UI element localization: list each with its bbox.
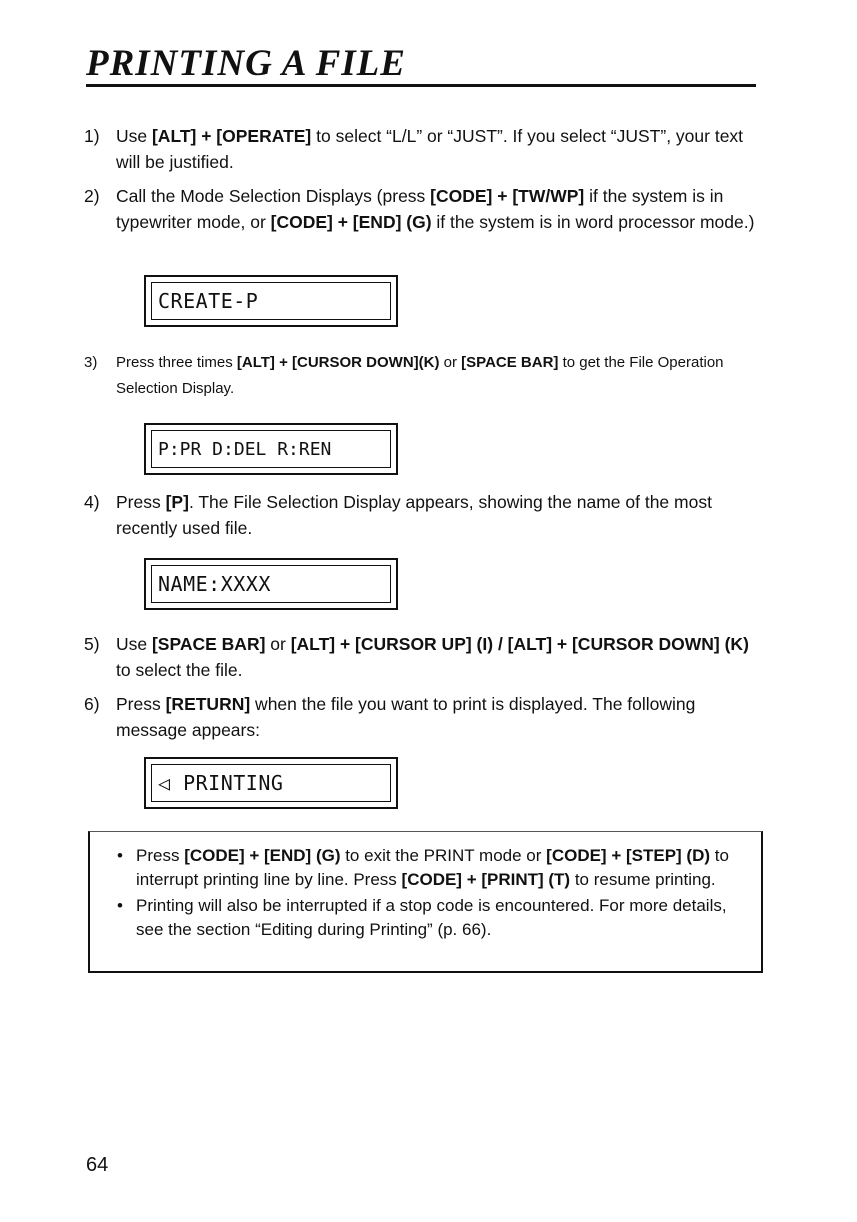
step-number: 3): [84, 354, 98, 371]
text-run: Use: [116, 126, 152, 146]
lcd-display-printing: [144, 757, 398, 809]
step-2: [84, 183, 764, 235]
key-combination: [SPACE BAR]: [461, 354, 559, 371]
key-combination: [P]: [165, 492, 189, 512]
text-run: Press: [136, 846, 185, 865]
step-number: 2): [84, 186, 100, 206]
step-text: [116, 350, 764, 402]
lcd-text: P:PR D:DEL R:REN: [151, 430, 391, 468]
key-combination: [ALT] + [CURSOR DOWN](K): [236, 354, 440, 371]
text-run: when the file you want to print is displayed. The following message appears:: [116, 694, 696, 740]
title-rule: [86, 84, 756, 87]
lcd-display-create: [144, 275, 398, 327]
step-number: 1): [84, 126, 100, 146]
key-combination: [CODE] + [TW/WP]: [430, 186, 585, 206]
text-run: to select “L/L” or “JUST”. If you select “JUST”, your text will be justified.: [116, 126, 744, 172]
note-item: [114, 894, 745, 942]
text-run: . The File Selection Display appears, showing the name of the most recently used file.: [116, 492, 712, 538]
step-number: 5): [84, 634, 100, 654]
lcd-text: ◁ PRINTING: [151, 764, 391, 802]
text-run: or: [265, 634, 291, 654]
text-run: to interrupt printing line by line. Press: [136, 846, 729, 889]
lcd-text: NAME:XXXX: [151, 565, 391, 603]
key-combination: [CODE] + [STEP] (D): [546, 846, 711, 865]
note-item: [114, 844, 745, 892]
step-3: [84, 350, 764, 402]
text-run: if the system is in typewriter mode, or: [116, 186, 724, 232]
key-combination: [SPACE BAR]: [151, 634, 266, 654]
lcd-display-file-name: [144, 558, 398, 610]
step-text: [116, 183, 764, 235]
step-text: [116, 631, 764, 683]
key-combination: [RETURN]: [165, 694, 251, 714]
page-number: 64: [86, 1154, 109, 1176]
text-run: Press: [116, 694, 166, 714]
text-run: to get the File Operation Selection Display.: [116, 354, 724, 397]
text-run: if the system is in word processor mode.): [431, 212, 755, 232]
key-combination: [CODE] + [PRINT] (T): [401, 870, 571, 889]
step-number: 6): [84, 694, 100, 714]
step-text: [116, 691, 764, 743]
step-6: [84, 691, 764, 743]
step-1: [84, 123, 764, 175]
lcd-display-file-operation: [144, 423, 398, 475]
step-number: 4): [84, 492, 100, 512]
text-run: Press: [116, 492, 166, 512]
note-box: [88, 831, 763, 973]
text-run: Printing will also be interrupted if a stop code is encountered. For more details, see the section “Editing during Printing” (p. 66).: [136, 896, 727, 939]
text-run: Use: [116, 634, 152, 654]
key-combination: [CODE] + [END] (G): [184, 846, 341, 865]
note-list: [114, 844, 745, 944]
step-text: [116, 489, 764, 541]
text-run: or: [439, 354, 462, 371]
page-title: PRINTING A FILE: [86, 43, 406, 84]
text-run: to resume printing.: [570, 870, 716, 889]
step-4: [84, 489, 764, 541]
text-run: Call the Mode Selection Displays (press: [116, 186, 431, 206]
step-5: [84, 631, 764, 683]
key-combination: [ALT] + [CURSOR UP] (I) / [ALT] + [CURSOR DOWN] (K): [290, 634, 749, 654]
key-combination: [CODE] + [END] (G): [270, 212, 432, 232]
text-run: to select the file.: [116, 660, 243, 680]
step-text: [116, 123, 764, 175]
key-combination: [ALT] + [OPERATE]: [151, 126, 312, 146]
text-run: Press three times: [116, 354, 237, 371]
text-run: to exit the PRINT mode or: [340, 846, 547, 865]
lcd-text: CREATE-P: [151, 282, 391, 320]
